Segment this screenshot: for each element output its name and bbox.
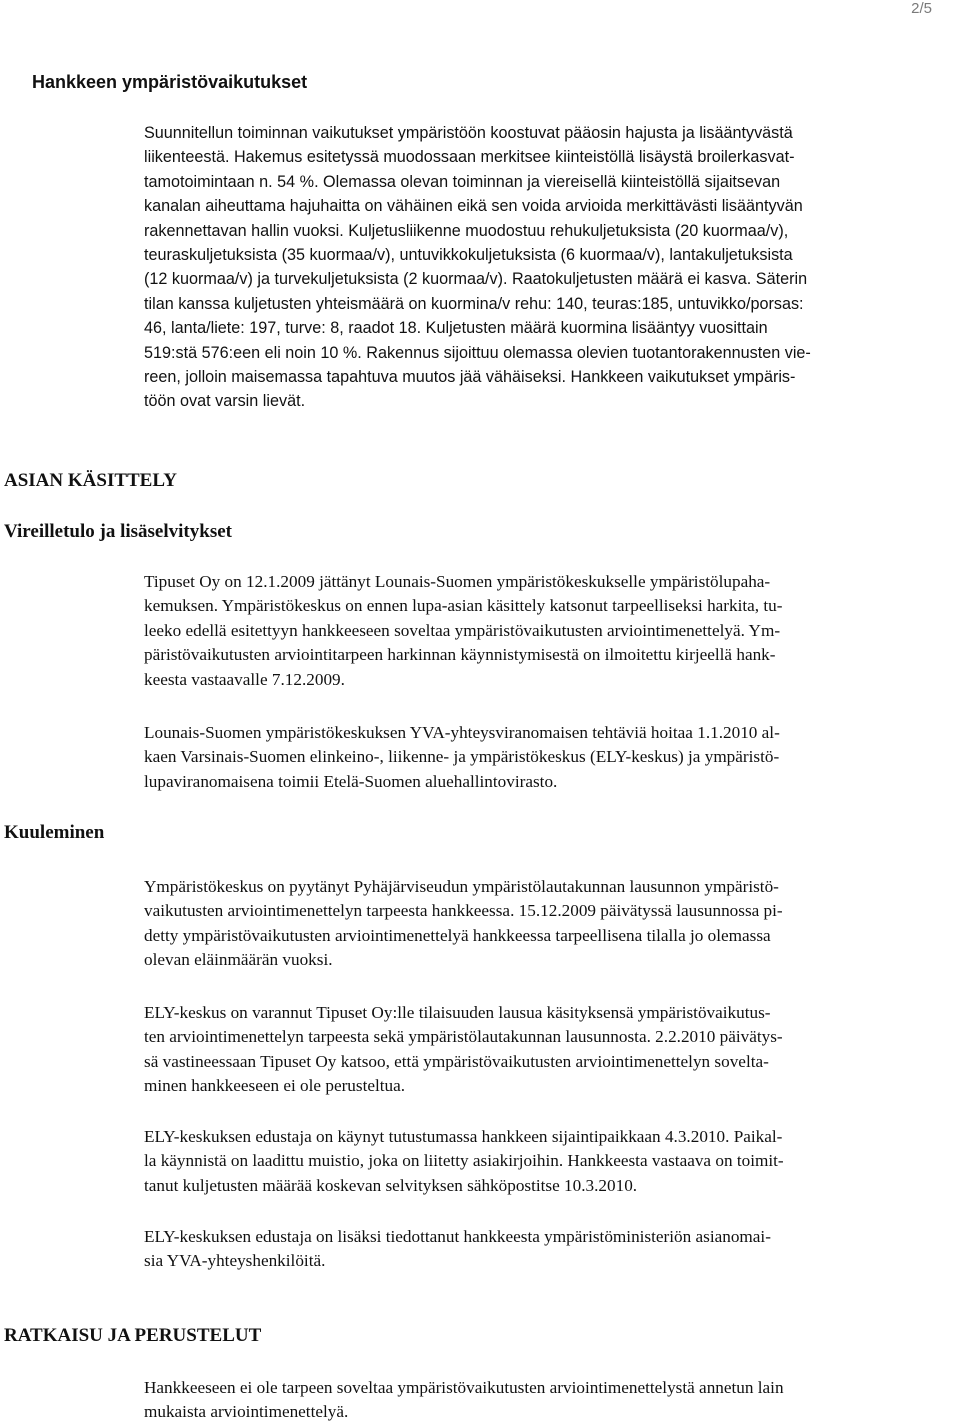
text-line: ELY-keskus on varannut Tipuset Oy:lle tilaisuuden lausua käsityksensä ympäristövaikutus- [144,1003,771,1022]
section-heading-ratkaisu: RATKAISU JA PERUSTELUT [4,1325,262,1346]
text-line: tamotoimintaan n. 54 %. Olemassa olevan toiminnan ja viereisellä kiinteistöllä sijaitsevan [144,172,781,191]
paragraph-kuuleminen-4 [144,1225,956,1274]
paragraph-vireilletulo-1 [144,570,956,692]
text-line: (12 kuormaa/v) ja turvekuljetuksista (2 kuormaa/v). Raatokuljetusten määrä ei kasva. Säterin [144,270,808,289]
text-line: lupaviranomaisena toimii Etelä-Suomen aluehallintovirasto. [144,771,558,791]
text-line: kaen Varsinais-Suomen elinkeino-, liikenne- ja ympäristökeskus (ELY-keskus) ja ympäristö- [144,747,780,767]
text-line: minen hankkeeseen ei ole perusteltua. [144,1076,406,1096]
text-line: sia YVA-yhteyshenkilöitä. [144,1251,326,1271]
text-line: la käynnistä on laadittu muistio, joka on liitetty asiakirjoihin. Hankkeesta vastaava on toimit- [144,1151,784,1171]
text-line: ELY-keskuksen edustaja on käynyt tutustumassa hankkeen sijaintipaikkaan 4.3.2010. Paikal- [144,1127,783,1146]
subheading-kuuleminen: Kuuleminen [4,822,105,843]
text-line: teuraskuljetuksista (35 kuormaa/v), untuvikkokuljetuksista (6 kuormaa/v), lantakuljetuksista [144,246,793,265]
paragraph-ratkaisu [144,1376,956,1425]
text-line: vaikutusten arviointimenettelyn tarpeesta hankkeessa. 15.12.2009 päivätyssä lausunnossa pi- [144,901,783,921]
text-line: leeko edellä esitettyyn hankkeeseen soveltaa ympäristövaikutusten arviointimenettelyä. Ym- [144,620,781,640]
text-line: töön ovat varsin lievät. [144,392,306,411]
paragraph-vireilletulo-2 [144,721,956,794]
text-line: mukaista arviointimenettelyä. [144,1402,349,1422]
text-line: ten arviointimenettelyn tarpeesta sekä ympäristölautakunnan lausunnosta. 2.2.2010 päivätys- [144,1027,783,1047]
paragraph-kuuleminen-1 [144,875,956,973]
section-heading-environmental-effects: Hankkeen ympäristövaikutukset [32,72,308,92]
text-line: 519:stä 576:een eli noin 10 %. Rakennus sijoittuu olemassa olevien tuotantorakennusten vie- [144,343,811,362]
text-line: päristövaikutusten arviointitarpeen harkinnan käynnistymisestä on ilmoitettu kirjeellä hank- [144,645,776,665]
text-line: kanalan aiheuttama hajuhaitta on vähäinen eikä sen voida arvioida merkittävästi lisääntyvän [144,197,803,216]
paragraph-environmental-effects [144,121,956,414]
section-heading-asian-kasittely: ASIAN KÄSITTELY [4,470,178,491]
text-line: tilan kanssa kuljetusten yhteismäärä on kuormina/v rehu: 140, teuras:185, untuvikko/porsas: [144,294,804,313]
text-line: olevan eläinmäärän vuoksi. [144,950,333,970]
text-line: kemuksen. Ympäristökeskus on ennen lupa-asian käsittely katsonut tarpeelliseksi harkita, tu- [144,596,783,616]
page-number: 2/5 [911,0,932,17]
text-line: keesta vastaavalle 7.12.2009. [144,669,345,689]
text-line: Tipuset Oy on 12.1.2009 jättänyt Lounais-Suomen ympäristökeskukselle ympäristölupaha- [144,572,771,591]
subheading-vireilletulo: Vireilletulo ja lisäselvitykset [4,521,232,542]
text-line: Suunnitellun toiminnan vaikutukset ympäristöön koostuvat pääosin hajusta ja lisääntyvästä [144,124,793,142]
text-line: sä vastineessaan Tipuset Oy katsoo, että ympäristövaikutusten arviointimenettelyn soveltа- [144,1051,769,1071]
text-line: tanut kuljetusten määrää koskevan selvityksen sähköpostitse 10.3.2010. [144,1175,638,1195]
text-line: Hankkeeseen ei ole tarpeen soveltaa ympäristövaikutusten arviointimenettelystä annetun lain [144,1378,784,1397]
text-line: Ympäristökeskus on pyytänyt Pyhäjärviseudun ympäristölautakunnan lausunnon ympäristö- [144,877,779,896]
text-line: 46, lanta/liete: 197, turve: 8, raadot 18. Kuljetusten määrä kuormina lisääntyy vuosittain [144,319,768,338]
paragraph-kuuleminen-3 [144,1125,956,1198]
text-line: rakennettavan hallin vuoksi. Kuljetusliikenne muodostuu rehukuljetuksista (20 kuormaa/v), [144,221,789,240]
text-line: Lounais-Suomen ympäristökeskuksen YVA-yhteysviranomaisen tehtäviä hoitaa 1.1.2010 al- [144,723,780,742]
text-line: ELY-keskuksen edustaja on lisäksi tiedottanut hankkeesta ympäristöministeriön asianomai- [144,1227,771,1246]
paragraph-kuuleminen-2 [144,1001,956,1099]
text-line: liikenteestä. Hakemus esitetyssä muodossaan merkitsee kiinteistöllä lisäystä broilerkasvat- [144,148,795,167]
text-line: detty ympäristövaikutusten arviointimenettelyä hankkeessa tarpeellisena tilalla jo olemassa [144,925,771,945]
text-line: reen, jolloin maisemassa tapahtuva muutos jää vähäiseksi. Hankkeen vaikutukset ympäris- [144,368,796,387]
